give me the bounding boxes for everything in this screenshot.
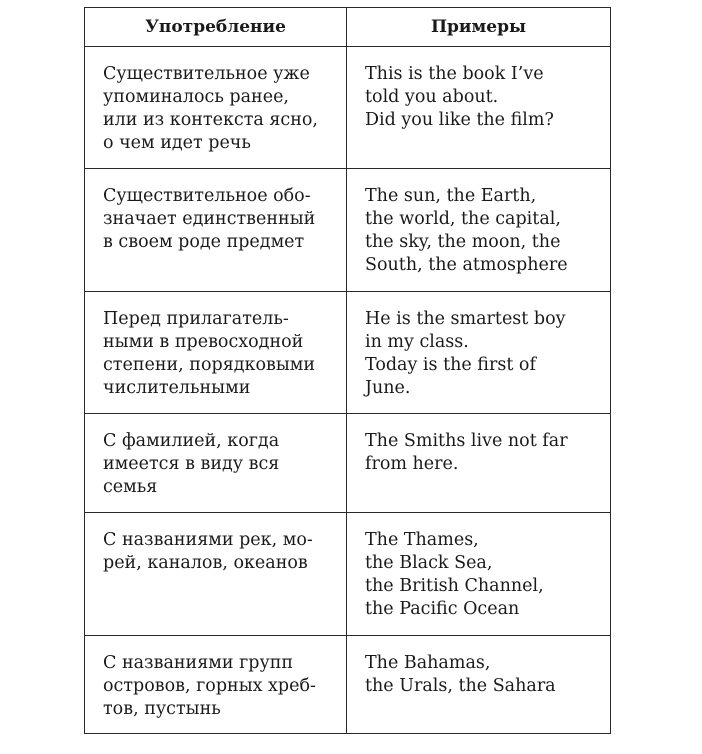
usage-line: Перед прилагатель- xyxy=(103,309,289,329)
usage-line: Существительное обо- xyxy=(103,186,311,206)
table-row xyxy=(85,292,611,414)
example-line: The Thames, xyxy=(365,530,479,550)
table-row xyxy=(85,414,611,513)
usage-line: в своем роде предмет xyxy=(103,232,305,252)
example-line: Today is the first of xyxy=(365,355,536,375)
examples-cell xyxy=(347,169,611,292)
usage-cell xyxy=(85,636,347,734)
example-line: This is the book I’ve xyxy=(365,64,544,84)
example-line: the Black Sea, xyxy=(365,553,493,573)
examples-cell xyxy=(347,292,611,414)
usage-line: тов, пустынь xyxy=(103,699,221,719)
usage-line: упоминалось ранее, xyxy=(103,87,289,107)
table-header xyxy=(85,8,611,47)
header-examples: Примеры xyxy=(347,8,611,47)
examples-cell xyxy=(347,414,611,513)
usage-line: имеется в виду вся xyxy=(103,454,280,474)
table-row xyxy=(85,47,611,169)
table-body xyxy=(85,47,611,734)
usage-line: семья xyxy=(103,477,158,497)
example-line: He is the smartest boy xyxy=(365,309,566,329)
usage-line: числительными xyxy=(103,378,251,398)
usage-line: островов, горных хреб- xyxy=(103,676,316,696)
usage-line: или из контекста ясно, xyxy=(103,110,318,130)
usage-line: С фамилией, когда xyxy=(103,431,280,451)
table-row xyxy=(85,169,611,292)
usage-line: степени, порядковыми xyxy=(103,355,316,375)
example-line: the sky, the moon, the xyxy=(365,232,561,252)
table-row xyxy=(85,636,611,734)
example-line: the Pacific Ocean xyxy=(365,599,520,619)
usage-line: рей, каналов, океанов xyxy=(103,553,308,573)
example-line: South, the atmosphere xyxy=(365,255,568,275)
usage-cell xyxy=(85,47,347,169)
usage-line: значает единственный xyxy=(103,209,316,229)
example-line: the Urals, the Sahara xyxy=(365,676,556,696)
usage-line: ными в превосходной xyxy=(103,332,304,352)
usage-table xyxy=(84,7,611,734)
example-line: The sun, the Earth, xyxy=(365,186,537,206)
example-line: The Smiths live not far xyxy=(365,431,568,451)
header-usage: Употребление xyxy=(85,8,347,47)
example-line: from here. xyxy=(365,454,459,474)
usage-cell xyxy=(85,513,347,636)
example-line: The Bahamas, xyxy=(365,653,491,673)
example-line: in my class. xyxy=(365,332,469,352)
usage-cell xyxy=(85,292,347,414)
usage-line: о чем идет речь xyxy=(103,133,251,153)
examples-cell xyxy=(347,636,611,734)
example-line: the British Channel, xyxy=(365,576,544,596)
usage-line: С названиями групп xyxy=(103,653,294,673)
example-line: Did you like the film? xyxy=(365,110,554,130)
table-row xyxy=(85,513,611,636)
example-line: June. xyxy=(365,378,411,398)
usage-line: Существительное уже xyxy=(103,64,310,84)
usage-cell xyxy=(85,169,347,292)
usage-line: С названиями рек, мо- xyxy=(103,530,313,550)
examples-cell xyxy=(347,513,611,636)
example-line: told you about. xyxy=(365,87,499,107)
usage-cell xyxy=(85,414,347,513)
examples-cell xyxy=(347,47,611,169)
header-row xyxy=(85,8,611,47)
example-line: the world, the capital, xyxy=(365,209,561,229)
